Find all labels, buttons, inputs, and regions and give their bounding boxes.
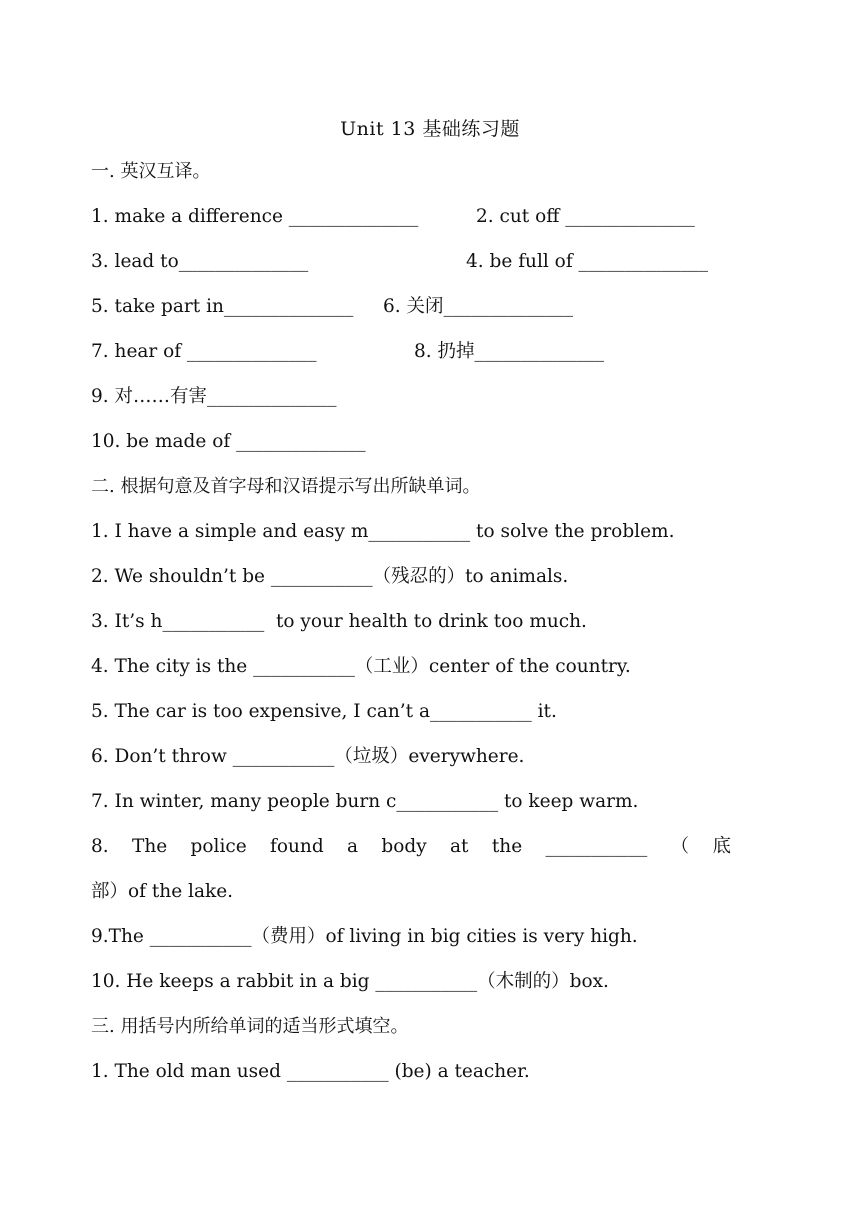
s2-item-10: 10. He keeps a rabbit in a big ___________（木制的）box.: [91, 971, 609, 992]
s2-item-8: [91, 834, 731, 860]
s2-item-8-word: 8.: [91, 836, 109, 857]
s1-item-8: 8. 扔掉______________: [414, 341, 605, 362]
s2-item-8-word: （: [670, 836, 690, 857]
section-1-heading: 一. 英汉互译。: [91, 161, 211, 182]
s2-item-2: 2. We shouldn’t be ___________（残忍的）to animals.: [91, 566, 569, 587]
s2-item-7: 7. In winter, many people burn c___________ to keep warm.: [91, 791, 639, 812]
s1-item-2: 2. cut off ______________: [476, 206, 695, 227]
s2-item-4: 4. The city is the ___________（工业）center of the country.: [91, 656, 631, 677]
s2-item-3: 3. It’s h___________ to your health to drink too much.: [91, 611, 587, 632]
s2-item-8-word: 底: [712, 836, 731, 857]
section-3-heading: 三. 用括号内所给单词的适当形式填空。: [91, 1016, 409, 1037]
page-title: Unit 13 基础练习题: [340, 118, 520, 140]
s1-item-1: 1. make a difference ______________: [91, 206, 419, 227]
s1-item-3: 3. lead to______________: [91, 251, 309, 272]
s1-item-4: 4. be full of ______________: [466, 251, 709, 272]
s1-item-5: 5. take part in______________: [91, 296, 354, 317]
s2-item-5: 5. The car is too expensive, I can’t a___________ it.: [91, 701, 557, 722]
s2-item-9: 9.The ___________（费用）of living in big cities is very high.: [91, 926, 638, 947]
section-2-heading: 二. 根据句意及首字母和汉语提示写出所缺单词。: [91, 476, 481, 497]
s2-item-8-word: a: [347, 836, 359, 857]
s2-item-8-word: the: [491, 836, 523, 857]
s2-item-8-continued: 部）of the lake.: [91, 881, 234, 902]
s2-item-6: 6. Don’t throw ___________（垃圾）everywhere.: [91, 746, 525, 767]
s2-item-8-word: police: [190, 836, 247, 857]
s2-item-8-word: body: [381, 836, 427, 857]
s2-item-1: 1. I have a simple and easy m___________ to solve the problem.: [91, 521, 675, 542]
s2-item-8-word: found: [270, 836, 324, 857]
s3-item-1: 1. The old man used ___________ (be) a teacher.: [91, 1061, 530, 1082]
s1-item-9: 9. 对……有害______________: [91, 386, 337, 407]
s1-item-7: 7. hear of ______________: [91, 341, 317, 362]
s2-item-8-word: The: [132, 836, 168, 857]
s1-item-10: 10. be made of ______________: [91, 431, 366, 452]
s2-item-8-word: at: [450, 836, 469, 857]
s1-item-6: 6. 关闭______________: [383, 296, 574, 317]
s2-item-8-blank: ___________: [545, 836, 648, 857]
